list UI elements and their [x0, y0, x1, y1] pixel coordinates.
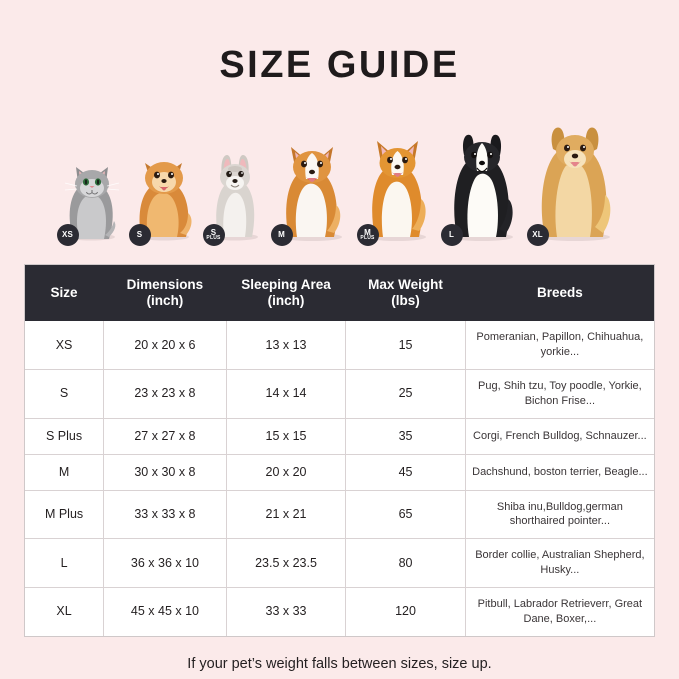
badge-s-plus: [203, 224, 225, 246]
cell-size: M: [25, 454, 104, 490]
badge-s: [129, 224, 151, 246]
pet-figure-l: [443, 115, 521, 246]
cell-sleeping-area: 13 x 13: [226, 321, 346, 369]
badge-xs-label: XS: [61, 230, 74, 240]
badge-s-plus-sub: PLUS: [206, 235, 221, 242]
badge-m-label: M: [278, 230, 285, 240]
badge-xl-label: XL: [532, 230, 543, 240]
header-dimensions: [104, 265, 227, 321]
cell-breeds: Shiba inu,Bulldog,german shorthaired pointer...: [465, 490, 654, 539]
header-sleeping-area-line1: Sleeping Area: [241, 277, 331, 292]
header-dimensions-line1: Dimensions: [126, 277, 204, 292]
cell-dimensions: 30 x 30 x 8: [104, 454, 227, 490]
badge-m: [271, 224, 293, 246]
page-title: SIZE GUIDE: [219, 44, 460, 86]
header-breeds-line1: Breeds: [536, 285, 583, 301]
cell-max-weight: 120: [346, 587, 466, 635]
cell-max-weight: 80: [346, 539, 466, 588]
cell-dimensions: 23 x 23 x 8: [104, 370, 227, 419]
header-size-line1: Size: [50, 285, 78, 301]
cell-size: L: [25, 539, 104, 588]
badge-l: [441, 224, 463, 246]
table-row: [25, 490, 654, 539]
cell-sleeping-area: 21 x 21: [226, 490, 346, 539]
table-row: [25, 587, 654, 635]
badge-m-plus-label: M: [364, 227, 371, 237]
table-head: [25, 265, 654, 321]
cell-breeds: Corgi, French Bulldog, Schnauzer...: [465, 418, 654, 454]
pet-illustration-row: [24, 106, 655, 246]
cell-breeds: Pug, Shih tzu, Toy poodle, Yorkie, Bichon Frise...: [465, 370, 654, 419]
cell-max-weight: 45: [346, 454, 466, 490]
header-max-weight-line2: (lbs): [391, 293, 420, 309]
cell-dimensions: 36 x 36 x 10: [104, 539, 227, 588]
cell-breeds: Border collie, Australian Shepherd, Husky...: [465, 539, 654, 588]
header-sleeping-area-line2: (inch): [267, 293, 305, 309]
cell-breeds: Dachshund, boston terrier, Beagle...: [465, 454, 654, 490]
cell-dimensions: 20 x 20 x 6: [104, 321, 227, 369]
pet-figure-s: [131, 141, 197, 246]
table-row: [25, 370, 654, 419]
header-max-weight-line1: Max Weight: [368, 277, 443, 292]
header-size: [25, 265, 104, 321]
pet-figure-m-plus: [359, 119, 435, 246]
cell-sleeping-area: 33 x 33: [226, 587, 346, 635]
badge-m-plus: [357, 224, 379, 246]
badge-l-label: L: [448, 230, 455, 240]
header-breeds: [465, 265, 654, 321]
cell-dimensions: 33 x 33 x 8: [104, 490, 227, 539]
cell-sleeping-area: 14 x 14: [226, 370, 346, 419]
cell-size: S Plus: [25, 418, 104, 454]
badge-m-plus-sub: PLUS: [360, 235, 375, 242]
cell-dimensions: 45 x 45 x 10: [104, 587, 227, 635]
table-row: [25, 539, 654, 588]
cell-breeds: Pitbull, Labrador Retrieverr, Great Dane, Boxer,...: [465, 587, 654, 635]
badge-s-label: S: [136, 230, 143, 240]
pet-figure-xs: [59, 151, 123, 246]
header-dimensions-line2: (inch): [146, 293, 184, 309]
cell-max-weight: 65: [346, 490, 466, 539]
cell-sleeping-area: 15 x 15: [226, 418, 346, 454]
cell-size: M Plus: [25, 490, 104, 539]
cell-max-weight: 15: [346, 321, 466, 369]
table-body: [25, 321, 654, 635]
size-table-container: [24, 264, 655, 637]
badge-s-plus-label: S: [210, 227, 217, 237]
sizing-note: If your pet’s weight falls between sizes, size up.: [187, 655, 492, 672]
cell-max-weight: 35: [346, 418, 466, 454]
table-row: [25, 454, 654, 490]
pet-figure-s-plus: [205, 133, 265, 246]
cell-breeds: Pomeranian, Papillon, Chihuahua, yorkie...: [476, 331, 644, 359]
badge-xs: [57, 224, 79, 246]
pet-figure-xl: [529, 109, 621, 246]
badge-xl: [527, 224, 549, 246]
size-table: [25, 265, 654, 636]
table-row: [25, 321, 654, 369]
header-sleeping-area: [226, 265, 346, 321]
cell-sleeping-area: 23.5 x 23.5: [226, 539, 346, 588]
cell-size: XL: [25, 587, 104, 635]
cell-size: S: [25, 370, 104, 419]
table-row: [25, 418, 654, 454]
pet-figure-m: [273, 123, 351, 246]
cell-max-weight: 25: [346, 370, 466, 419]
cell-sleeping-area: 20 x 20: [226, 454, 346, 490]
table-header-row: [25, 265, 654, 321]
cell-size: XS: [25, 321, 104, 369]
header-max-weight: [346, 265, 466, 321]
cell-dimensions: 27 x 27 x 8: [104, 418, 227, 454]
